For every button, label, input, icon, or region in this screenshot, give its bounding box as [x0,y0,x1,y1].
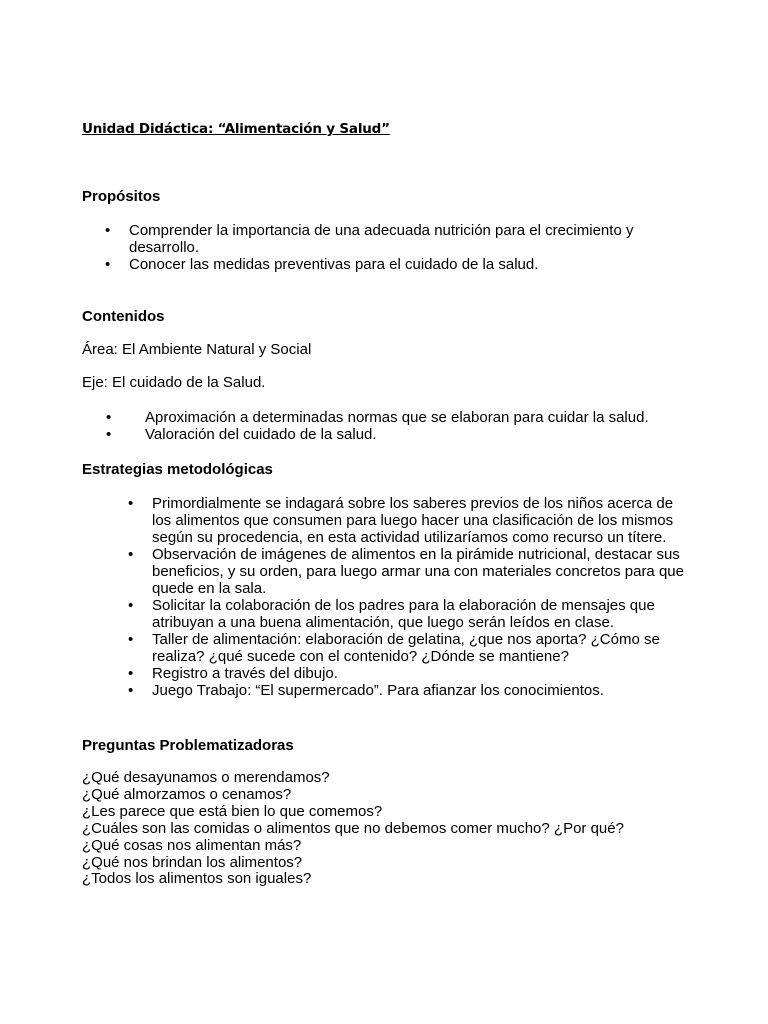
list-item: • Solicitar la colaboración de los padres para la elaboración de mensajes que atribuyan a una buena alimentación, que luego serán leídos en clase. [152,597,687,631]
list-item: • Primordialmente se indagará sobre los saberes previos de los niños acerca de los alimentos que consumen para luego hacer una clasificación de los mismos según su procedencia, en esta actividad utilizaríamos como recurso un títere. [152,495,687,546]
eje-line: Eje: El cuidado de la Salud. [82,374,266,391]
area-line: Área: El Ambiente Natural y Social [82,341,312,358]
contenidos-heading: Contenidos [82,308,165,325]
propositos-heading: Propósitos [82,188,161,205]
question-item: ¿Qué cosas nos alimentan más? [82,836,302,854]
question-item: ¿Qué desayunamos o merendamos? [82,769,330,786]
list-item: • Comprender la importancia de una adecuada nutrición para el crecimiento y desarrollo. [129,222,669,256]
question-item: ¿Todos los alimentos son iguales? [82,870,312,888]
list-item: • Valoración del cuidado de la salud. [145,426,705,443]
contenidos-list [145,409,705,443]
estrategias-heading: Estrategias metodológicas [82,461,273,478]
list-item: • Juego Trabajo: “El supermercado”. Para afianzar los conocimientos. [152,682,687,699]
list-item: • Aproximación a determinadas normas que se elaboran para cuidar la salud. [145,409,705,426]
question-item: ¿Qué nos brindan los alimentos? [82,853,303,871]
question-item: ¿Cuáles son las comidas o alimentos que no debemos comer mucho? ¿Por qué? [82,819,624,837]
document-title: Unidad Didáctica: “Alimentación y Salud” [82,121,390,137]
estrategias-list [152,495,687,699]
list-item: • Conocer las medidas preventivas para el cuidado de la salud. [129,256,669,273]
list-item: • Taller de alimentación: elaboración de gelatina, ¿que nos aporta? ¿Cómo se realiza? ¿qué sucede con el contenido? ¿Dónde se mantiene? [152,631,687,665]
list-item: • Observación de imágenes de alimentos en la pirámide nutricional, destacar sus beneficios, y su orden, para luego armar una con materiales concretos para que quede en la sala. [152,546,687,597]
preguntas-heading: Preguntas Problematizadoras [82,737,294,754]
question-item: ¿Les parece que está bien lo que comemos? [82,802,383,820]
question-item: ¿Qué almorzamos o cenamos? [82,785,292,803]
propositos-list [129,222,669,273]
list-item: • Registro a través del dibujo. [152,665,687,682]
preguntas-list [82,770,624,888]
